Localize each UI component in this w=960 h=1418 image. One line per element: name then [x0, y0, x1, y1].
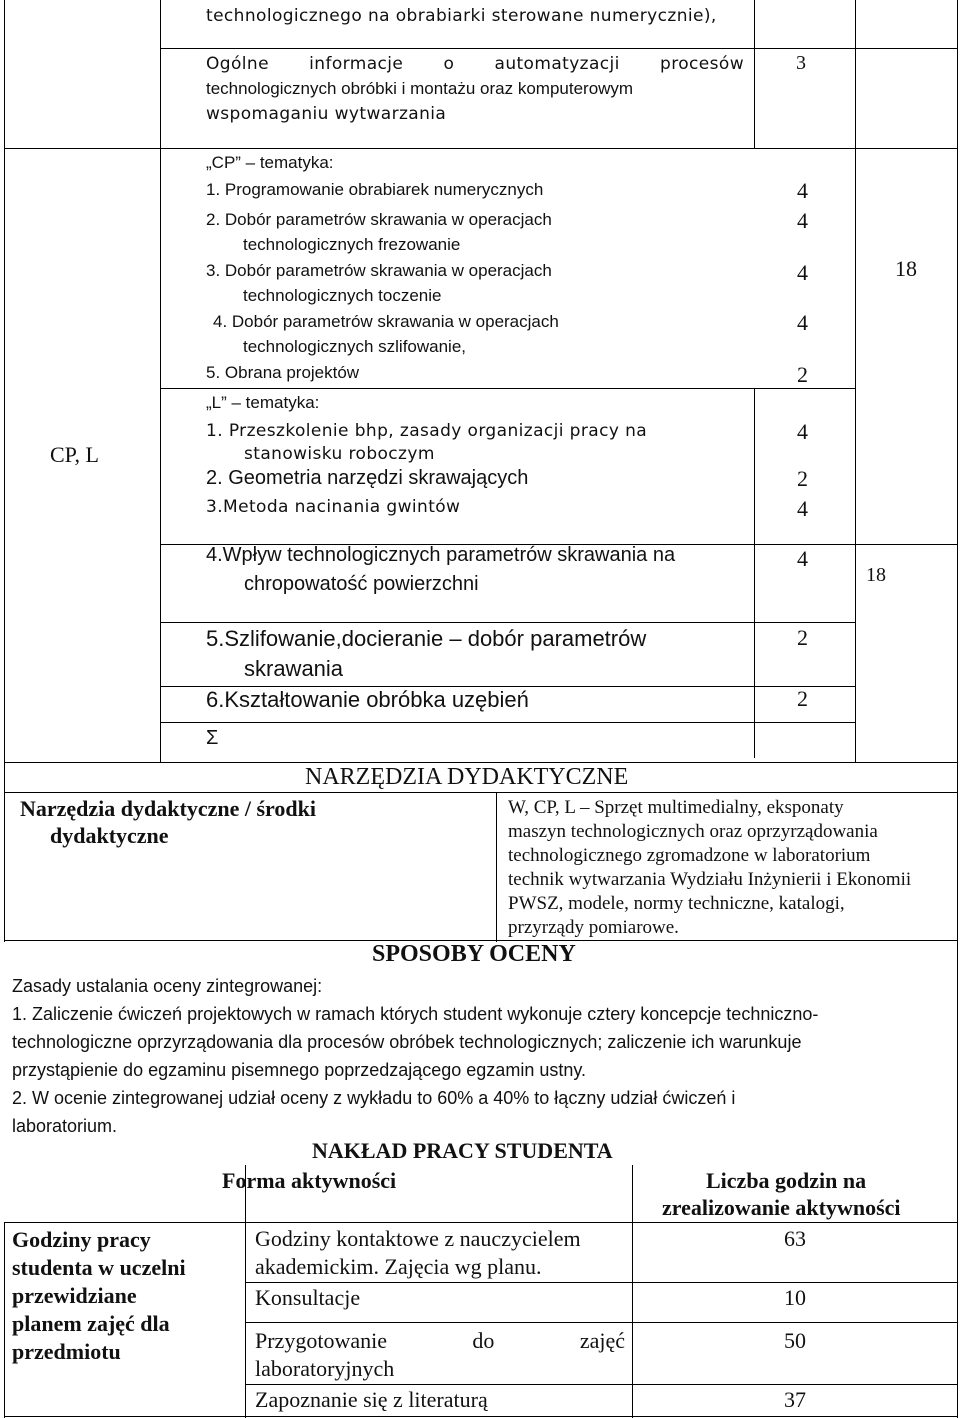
- assessment-line: laboratorium.: [12, 1116, 118, 1136]
- tools-desc-line: technologicznego zgromadzone w laboratorium: [508, 845, 871, 866]
- workload-row-1: Godziny kontaktowe z nauczycielem: [255, 1226, 581, 1251]
- l-item-1-cont: stanowisku roboczym: [244, 444, 435, 464]
- workload-row-1-cont: akademickim. Zajęcia wg planu.: [255, 1254, 542, 1279]
- l-header: „L” – tematyka:: [206, 393, 320, 412]
- workload-row-4-hours: 37: [784, 1387, 806, 1412]
- workload-label-line: planem zajęć dla: [12, 1311, 170, 1336]
- l-item-4-hours: 4: [797, 546, 808, 571]
- row1-text: technologicznego na obrabiarki sterowane numerycznie),: [206, 6, 717, 26]
- workload-row-3-cont: laboratoryjnych: [255, 1356, 395, 1381]
- workload-row-4: Zapoznanie się z literaturą: [255, 1387, 488, 1412]
- tools-label-line2: dydaktyczne: [50, 823, 169, 848]
- cp-item-4: 4. Dobór parametrów skrawania w operacjach: [213, 312, 559, 331]
- l-item-5: 5.Szlifowanie,docieranie – dobór parametrów: [206, 626, 647, 651]
- assessment-heading: SPOSOBY OCENY: [372, 941, 576, 967]
- cp-item-2-cont: technologicznych frezowanie: [243, 235, 461, 254]
- sum-symbol: Σ: [206, 727, 219, 749]
- l-item-2: 2. Geometria narzędzi skrawających: [206, 467, 529, 489]
- tools-desc-line: PWSZ, modele, normy techniczne, katalogi,: [508, 893, 845, 914]
- cp-item-4-hours: 4: [797, 310, 808, 335]
- col-activity-header: Forma aktywności: [222, 1168, 397, 1193]
- workload-label-line: Godziny pracy: [12, 1227, 151, 1252]
- l-total-hours: 18: [866, 564, 886, 586]
- workload-left-label: [12, 1226, 186, 1366]
- l-item-3-hours: 4: [797, 496, 808, 521]
- l-item-6-hours: 2: [797, 686, 808, 711]
- workload-row-1-hours: 63: [784, 1226, 806, 1251]
- row2-hours: 3: [796, 52, 806, 74]
- l-item-5-hours: 2: [797, 625, 808, 650]
- l-item-2-hours: 2: [797, 466, 808, 491]
- workload-label-line: przedmiotu: [12, 1339, 121, 1364]
- assessment-line: 2. W ocenie zintegrowanej udział oceny z wykładu to 60% a 40% to łączny udział ćwiczeń i: [12, 1088, 736, 1108]
- workload-row-2: Konsultacje: [255, 1285, 361, 1310]
- cp-item-1-hours: 4: [797, 178, 808, 203]
- l-item-5-cont: skrawania: [244, 656, 344, 681]
- assessment-line: 1. Zaliczenie ćwiczeń projektowych w ramach których student wykonuje cztery koncepcje techniczno-: [12, 1004, 819, 1024]
- row2-line2: technologicznych obróbki i montażu oraz komputerowym: [206, 79, 634, 98]
- cp-item-3: 3. Dobór parametrów skrawania w operacjach: [206, 261, 552, 280]
- workload-heading: NAKŁAD PRACY STUDENTA: [312, 1138, 613, 1163]
- tools-desc-line: technik wytwarzania Wydziału Inżynierii i Ekonomii: [508, 869, 912, 890]
- section-label-cp-l: CP, L: [50, 442, 99, 467]
- l-item-1: 1. Przeszkolenie bhp, zasady organizacji pracy na: [206, 421, 648, 441]
- tools-desc-line: W, CP, L – Sprzęt multimedialny, eksponaty: [508, 797, 844, 818]
- l-item-4-cont: chropowatość powierzchni: [244, 573, 479, 595]
- row2-line3: wspomaganiu wytwarzania: [206, 104, 447, 124]
- workload-row-3: Przygotowanie do zajęć: [255, 1328, 625, 1353]
- col-hours-header-line2: zrealizowanie aktywności: [662, 1195, 901, 1220]
- cp-item-5: 5. Obrana projektów: [206, 363, 360, 382]
- assessment-text: [12, 972, 952, 1140]
- cp-header: „CP” – tematyka:: [206, 153, 334, 172]
- cp-item-2-hours: 4: [797, 208, 808, 233]
- workload-row-2-hours: 10: [784, 1285, 806, 1310]
- l-item-6: 6.Kształtowanie obróbka uzębień: [206, 687, 529, 712]
- cp-item-2: 2. Dobór parametrów skrawania w operacjach: [206, 210, 552, 229]
- l-item-1-hours: 4: [797, 419, 808, 444]
- tools-label-line1: Narzędzia dydaktyczne / środki: [20, 796, 316, 821]
- row2-line1: Ogólne informacje o automatyzacji procesów: [206, 54, 744, 74]
- assessment-line: Zasady ustalania oceny zintegrowanej:: [12, 976, 323, 996]
- assessment-line: przystąpienie do egzaminu pisemnego poprzedzającego egzamin ustny.: [12, 1060, 587, 1080]
- cp-item-3-cont: technologicznych toczenie: [243, 286, 442, 305]
- tools-description: [508, 796, 911, 940]
- assessment-line: technologiczne oprzyrządowania dla procesów obróbek technologicznych; zaliczenie ich warunkuje: [12, 1032, 802, 1052]
- col-hours-header-line1: Liczba godzin na: [706, 1168, 867, 1193]
- l-item-4: 4.Wpływ technologicznych parametrów skrawania na: [206, 544, 676, 566]
- l-item-3: 3.Metoda nacinania gwintów: [206, 497, 461, 517]
- cp-total-hours: 18: [895, 256, 917, 281]
- workload-row-3-hours: 50: [784, 1328, 806, 1353]
- tools-desc-line: przyrządy pomiarowe.: [508, 917, 679, 938]
- workload-label-line: przewidziane: [12, 1283, 137, 1308]
- cp-item-1: 1. Programowanie obrabiarek numerycznych: [206, 180, 544, 199]
- cp-item-5-hours: 2: [797, 362, 808, 387]
- tools-heading: NARZĘDZIA DYDAKTYCZNE: [305, 764, 629, 790]
- workload-label-line: studenta w uczelni: [12, 1255, 186, 1280]
- tools-desc-line: maszyn technologicznych oraz oprzyrządowania: [508, 821, 878, 842]
- cp-item-3-hours: 4: [797, 260, 808, 285]
- cp-item-4-cont: technologicznych szlifowanie,: [243, 337, 467, 356]
